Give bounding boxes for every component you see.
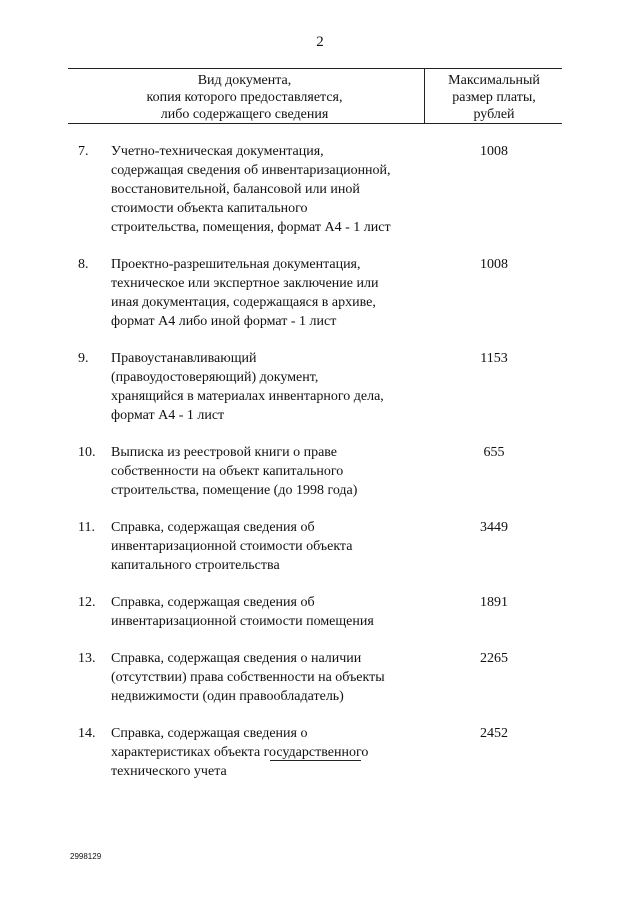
row-description: Справка, содержащая сведения о наличии (отсутствии) права собственности на объекты недвижимости (один правообладатель) (111, 651, 385, 704)
header-document-type: Вид документа, копия которого предоставляется, либо содержащего сведения (146, 73, 343, 122)
table-row (0, 724, 640, 781)
table-header (68, 68, 562, 124)
row-description: Правоустанавливающий (правоудостоверяющий) документ, хранящийся в материалах инвентарного дела, формат А4 - 1 лист (111, 351, 384, 423)
table-row (0, 443, 640, 500)
row-description: Проектно-разрешительная документация, техническое или экспертное заключение или иная документация, содержащаяся в архиве, формат А4 либо иной формат - 1 лист (111, 257, 379, 329)
end-of-table-rule (270, 760, 361, 761)
row-price: 1008 (480, 257, 508, 272)
table-row (0, 593, 640, 631)
row-price: 2265 (480, 651, 508, 666)
row-description: Справка, содержащая сведения о характеристиках объекта государственного технического учета (111, 726, 369, 779)
row-number: 9. (78, 351, 89, 366)
row-price: 1153 (480, 351, 508, 366)
row-number: 12. (78, 595, 96, 610)
table-row (0, 255, 640, 331)
row-description: Выписка из реестровой книги о праве собственности на объект капитального строительства, помещение (до 1998 года) (111, 445, 358, 498)
row-description: Учетно-техническая документация, содержащая сведения об инвентаризационной, восстановительной, балансовой или иной стоимости объекта капитального строительства, помещения, формат А4 - 1 лист (111, 144, 391, 235)
row-number: 10. (78, 445, 96, 460)
row-price: 2452 (480, 726, 508, 741)
header-column-divider (424, 69, 425, 123)
row-number: 8. (78, 257, 89, 272)
row-number: 7. (78, 144, 89, 159)
row-number: 11. (78, 520, 95, 535)
table-row (0, 518, 640, 575)
header-max-fee: Максимальный размер платы, рублей (448, 73, 540, 122)
row-description: Справка, содержащая сведения об инвентаризационной стоимости объекта капитального строительства (111, 520, 353, 573)
row-description: Справка, содержащая сведения об инвентаризационной стоимости помещения (111, 595, 374, 629)
row-price: 3449 (480, 520, 508, 535)
row-price: 1891 (480, 595, 508, 610)
row-number: 13. (78, 651, 96, 666)
table-body (0, 142, 640, 799)
table-row (0, 649, 640, 706)
table-row (0, 142, 640, 237)
row-price: 655 (483, 445, 505, 460)
row-number: 14. (78, 726, 96, 741)
table-row (0, 349, 640, 425)
document-code: 2998129 (70, 852, 102, 861)
row-price: 1008 (480, 144, 508, 159)
page-number: 2 (316, 34, 324, 50)
